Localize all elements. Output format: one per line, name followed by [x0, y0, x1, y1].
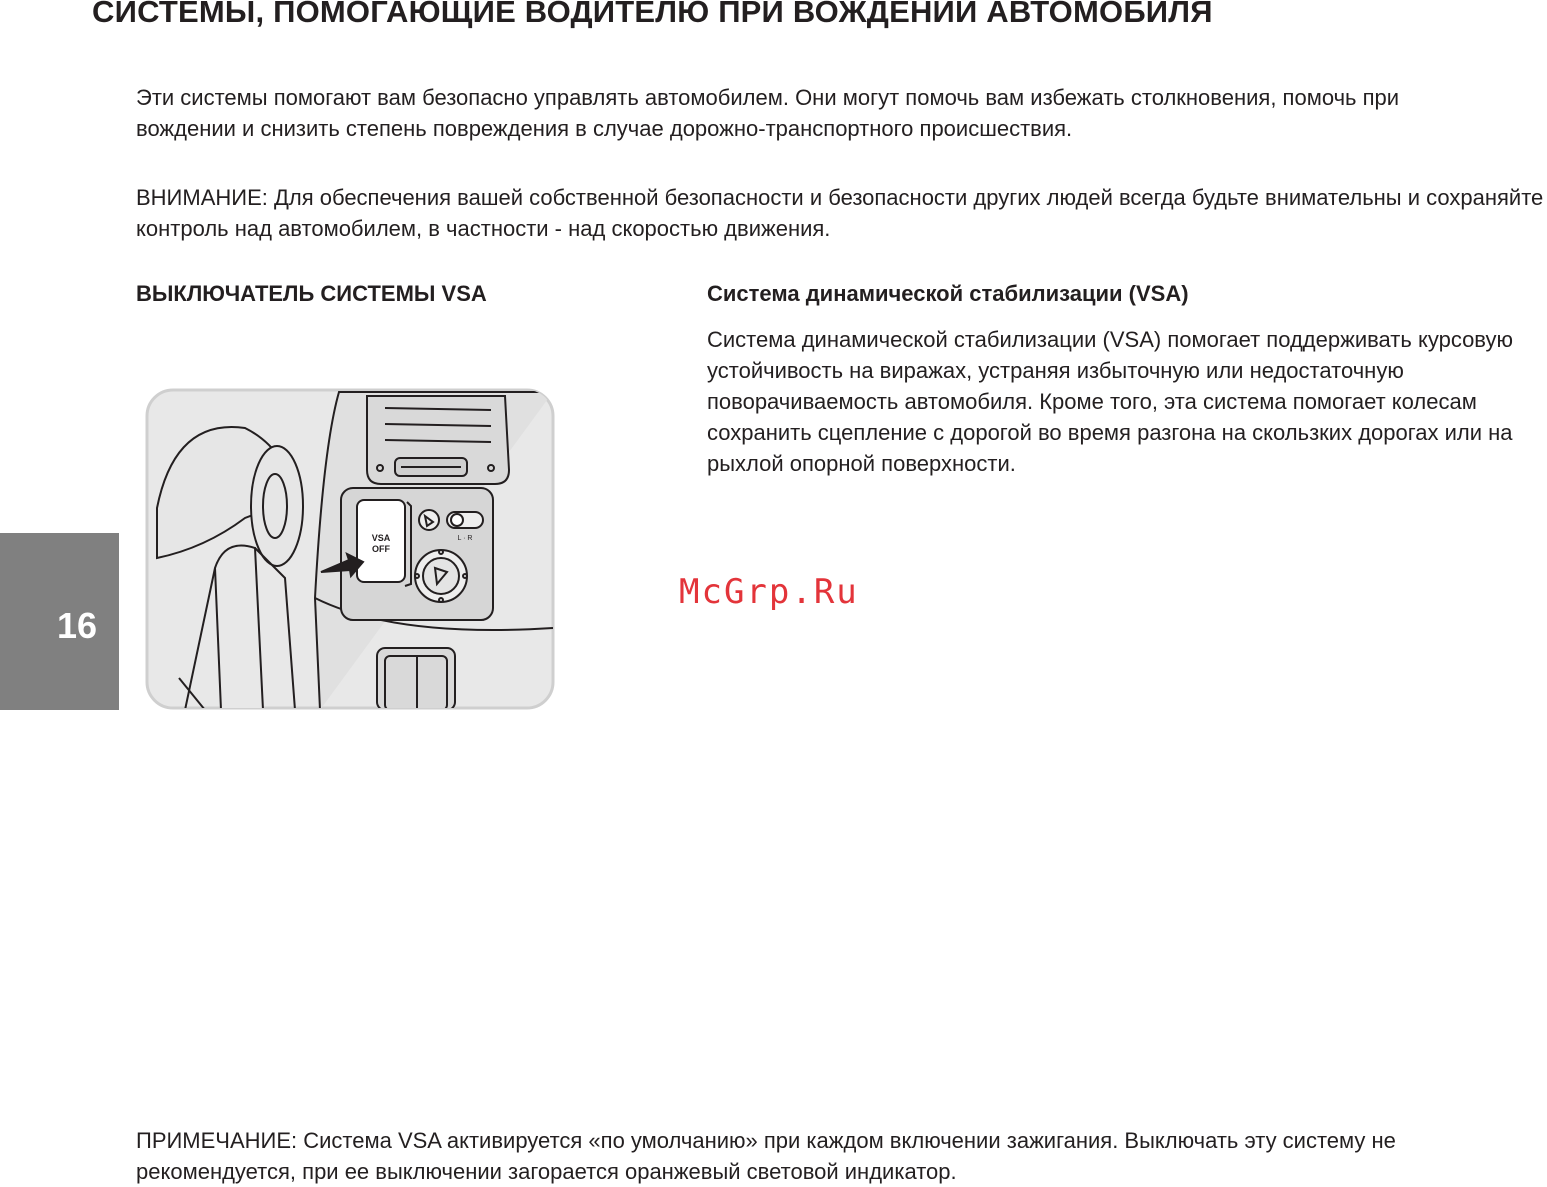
vsa-button-label-bottom: OFF	[372, 544, 390, 554]
vsa-description: Система динамической стабилизации (VSA) помогает поддерживать курсовую устойчивость на виражах, устраняя избыточную или недостаточную поворачиваемость автомобиля. Кроме того, эта система помогает колесам сохранить сцепление с дорогой во время разгона на скользких дорогах или на рыхлой опорной поверхности.	[707, 327, 1514, 476]
page-title: СИСТЕМЫ, ПОМОГАЮЩИЕ ВОДИТЕЛЮ ПРИ ВОЖДЕНИИ АВТОМОБИЛЯ	[92, 0, 1213, 29]
air-vent	[367, 396, 509, 484]
vsa-system-heading: Система динамической стабилизации (VSA)	[707, 281, 1189, 306]
switch-panel	[341, 488, 493, 620]
lower-switches	[377, 648, 455, 710]
intro-paragraph: Эти системы помогают вам безопасно управлять автомобилем. Они могут помочь вам избежать столкновения, помочь при вождении и снизить степень повреждения в случае дорожно-транспортного происшествия.	[136, 85, 1400, 141]
mirror-switch-label: L · R	[457, 535, 473, 542]
page-number: 16	[57, 605, 98, 646]
vsa-switch-illustration	[145, 388, 555, 710]
watermark: McGrp.Ru	[679, 572, 859, 612]
note-paragraph: ПРИМЕЧАНИЕ: Система VSA активируется «по умолчанию» при каждом включении зажигания. Выключать эту систему не рекомендуется, при ее выключении загорается оранжевый световой индикатор.	[136, 1128, 1396, 1184]
warning-paragraph: ВНИМАНИЕ: Для обеспечения вашей собственной безопасности и безопасности других людей всегда будьте внимательны и сохраняйте контроль над автомобилем, в частности - над скоростью движения.	[136, 185, 1544, 241]
vsa-switch-heading: ВЫКЛЮЧАТЕЛЬ СИСТЕМЫ VSA	[136, 281, 487, 306]
vsa-button-label-top: VSA	[371, 533, 391, 543]
